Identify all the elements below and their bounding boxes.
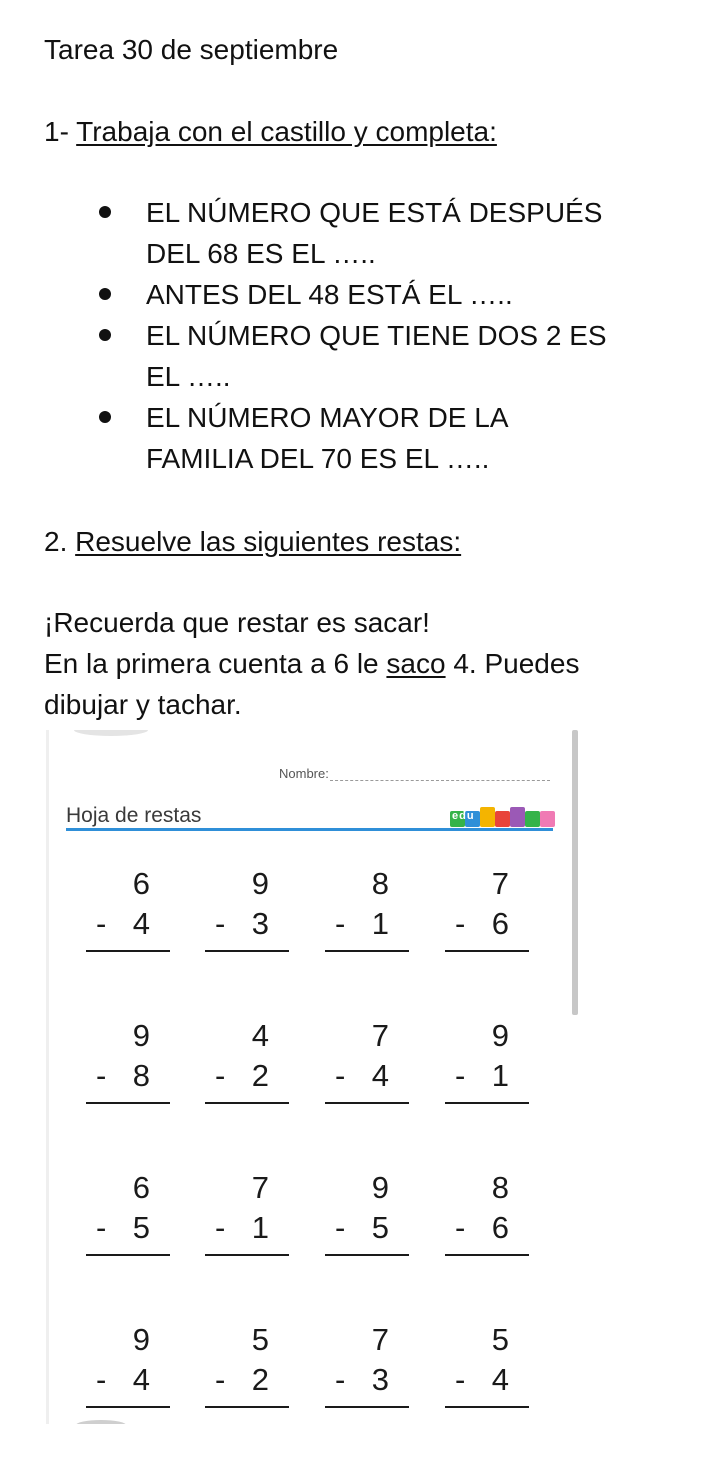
note-line-2-start: En la primera cuenta a 6 le (44, 648, 387, 679)
minus-sign: - (335, 1210, 346, 1245)
minus-sign: - (215, 906, 226, 941)
worksheet-top-shadow (74, 730, 148, 736)
minuend: 4 (251, 1018, 269, 1053)
note-underlined-word: saco (386, 648, 446, 679)
answer-line (325, 1406, 409, 1408)
subtrahend: 4 (132, 906, 150, 941)
subtrahend: 1 (251, 1210, 269, 1245)
bullet-icon (99, 329, 111, 341)
page-title: Tarea 30 de septiembre (44, 34, 339, 65)
answer-line (445, 1102, 529, 1104)
list-item (0, 192, 686, 274)
section-1-heading: Trabaja con el castillo y completa: (76, 116, 497, 147)
list-item-line2: FAMILIA DEL 70 ES EL ….. (146, 443, 490, 474)
subtrahend: 1 (371, 906, 389, 941)
minuend: 9 (132, 1018, 150, 1053)
subtrahend: 5 (132, 1210, 150, 1245)
minus-sign: - (96, 906, 107, 941)
minuend: 7 (371, 1018, 389, 1053)
worksheet-edge (46, 730, 49, 1424)
minuend: 6 (132, 1170, 150, 1205)
minus-sign: - (215, 1058, 226, 1093)
subtrahend: 3 (251, 906, 269, 941)
subtrahend: 4 (132, 1362, 150, 1397)
answer-line (205, 1254, 289, 1256)
list-item-line1: ANTES DEL 48 ESTÁ EL ….. (146, 279, 513, 310)
subtrahend: 4 (491, 1362, 509, 1397)
minus-sign: - (335, 906, 346, 941)
bullet-icon (99, 288, 111, 300)
section-2-header (44, 524, 461, 560)
name-line (330, 780, 550, 781)
bullet-icon (99, 411, 111, 423)
list-item (0, 397, 686, 479)
minuend: 7 (491, 866, 509, 901)
list-item-line1: EL NÚMERO QUE ESTÁ DESPUÉS (146, 197, 603, 228)
minus-sign: - (455, 1362, 466, 1397)
note-line-3: dibujar y tachar. (44, 689, 242, 720)
minuend: 9 (371, 1170, 389, 1205)
minus-sign: - (455, 906, 466, 941)
minuend: 9 (251, 866, 269, 901)
list-item-line1: EL NÚMERO QUE TIENE DOS 2 ES (146, 320, 607, 351)
answer-line (325, 1254, 409, 1256)
logo-text: edu (452, 810, 475, 822)
minuend: 7 (371, 1322, 389, 1357)
list-item (0, 315, 686, 397)
worksheet-title: Hoja de restas (66, 804, 202, 827)
minuend: 7 (251, 1170, 269, 1205)
answer-line (445, 1406, 529, 1408)
minus-sign: - (96, 1362, 107, 1397)
section-1-number: 1- (44, 116, 77, 147)
minuend: 5 (491, 1322, 509, 1357)
subtrahend: 2 (251, 1058, 269, 1093)
answer-line (205, 950, 289, 952)
list-item-line1: EL NÚMERO MAYOR DE LA (146, 402, 509, 433)
minus-sign: - (455, 1058, 466, 1093)
subtrahend: 6 (491, 906, 509, 941)
worksheet-bottom-shadow (76, 1420, 126, 1424)
worksheet-image (46, 730, 578, 1424)
note-line-2 (44, 646, 579, 682)
answer-line (445, 1254, 529, 1256)
minus-sign: - (96, 1210, 107, 1245)
minus-sign: - (455, 1210, 466, 1245)
bullet-icon (99, 206, 111, 218)
minuend: 9 (132, 1322, 150, 1357)
worksheet-scrollbar (572, 730, 578, 1015)
minus-sign: - (96, 1058, 107, 1093)
subtrahend: 6 (491, 1210, 509, 1245)
note-line-1: ¡Recuerda que restar es sacar! (44, 607, 430, 638)
name-label: Nombre: (279, 766, 329, 781)
minuend: 5 (251, 1322, 269, 1357)
answer-line (86, 1406, 170, 1408)
answer-line (86, 950, 170, 952)
note-line-2-end: 4. Puedes (445, 648, 580, 679)
answer-line (86, 1254, 170, 1256)
list-item (0, 274, 686, 315)
section-2-number: 2. (44, 526, 76, 557)
minuend: 9 (491, 1018, 509, 1053)
minus-sign: - (335, 1058, 346, 1093)
subtrahend: 8 (132, 1058, 150, 1093)
list-item-line2: EL ….. (146, 361, 231, 392)
list-item-line2: DEL 68 ES EL ….. (146, 238, 376, 269)
subtrahend: 1 (491, 1058, 509, 1093)
subtrahend: 5 (371, 1210, 389, 1245)
minus-sign: - (335, 1362, 346, 1397)
minus-sign: - (215, 1210, 226, 1245)
answer-line (325, 950, 409, 952)
section-2-heading: Resuelve las siguientes restas: (75, 526, 462, 557)
answer-line (86, 1102, 170, 1104)
subtrahend: 3 (371, 1362, 389, 1397)
section-1-header (44, 114, 497, 150)
answer-line (205, 1102, 289, 1104)
answer-line (205, 1406, 289, 1408)
subtrahend: 4 (371, 1058, 389, 1093)
completion-list (0, 192, 720, 479)
brand-logo-icon (450, 807, 553, 829)
minus-sign: - (215, 1362, 226, 1397)
answer-line (445, 950, 529, 952)
minuend: 8 (371, 866, 389, 901)
subtrahend: 2 (251, 1362, 269, 1397)
minuend: 8 (491, 1170, 509, 1205)
answer-line (325, 1102, 409, 1104)
minuend: 6 (132, 866, 150, 901)
